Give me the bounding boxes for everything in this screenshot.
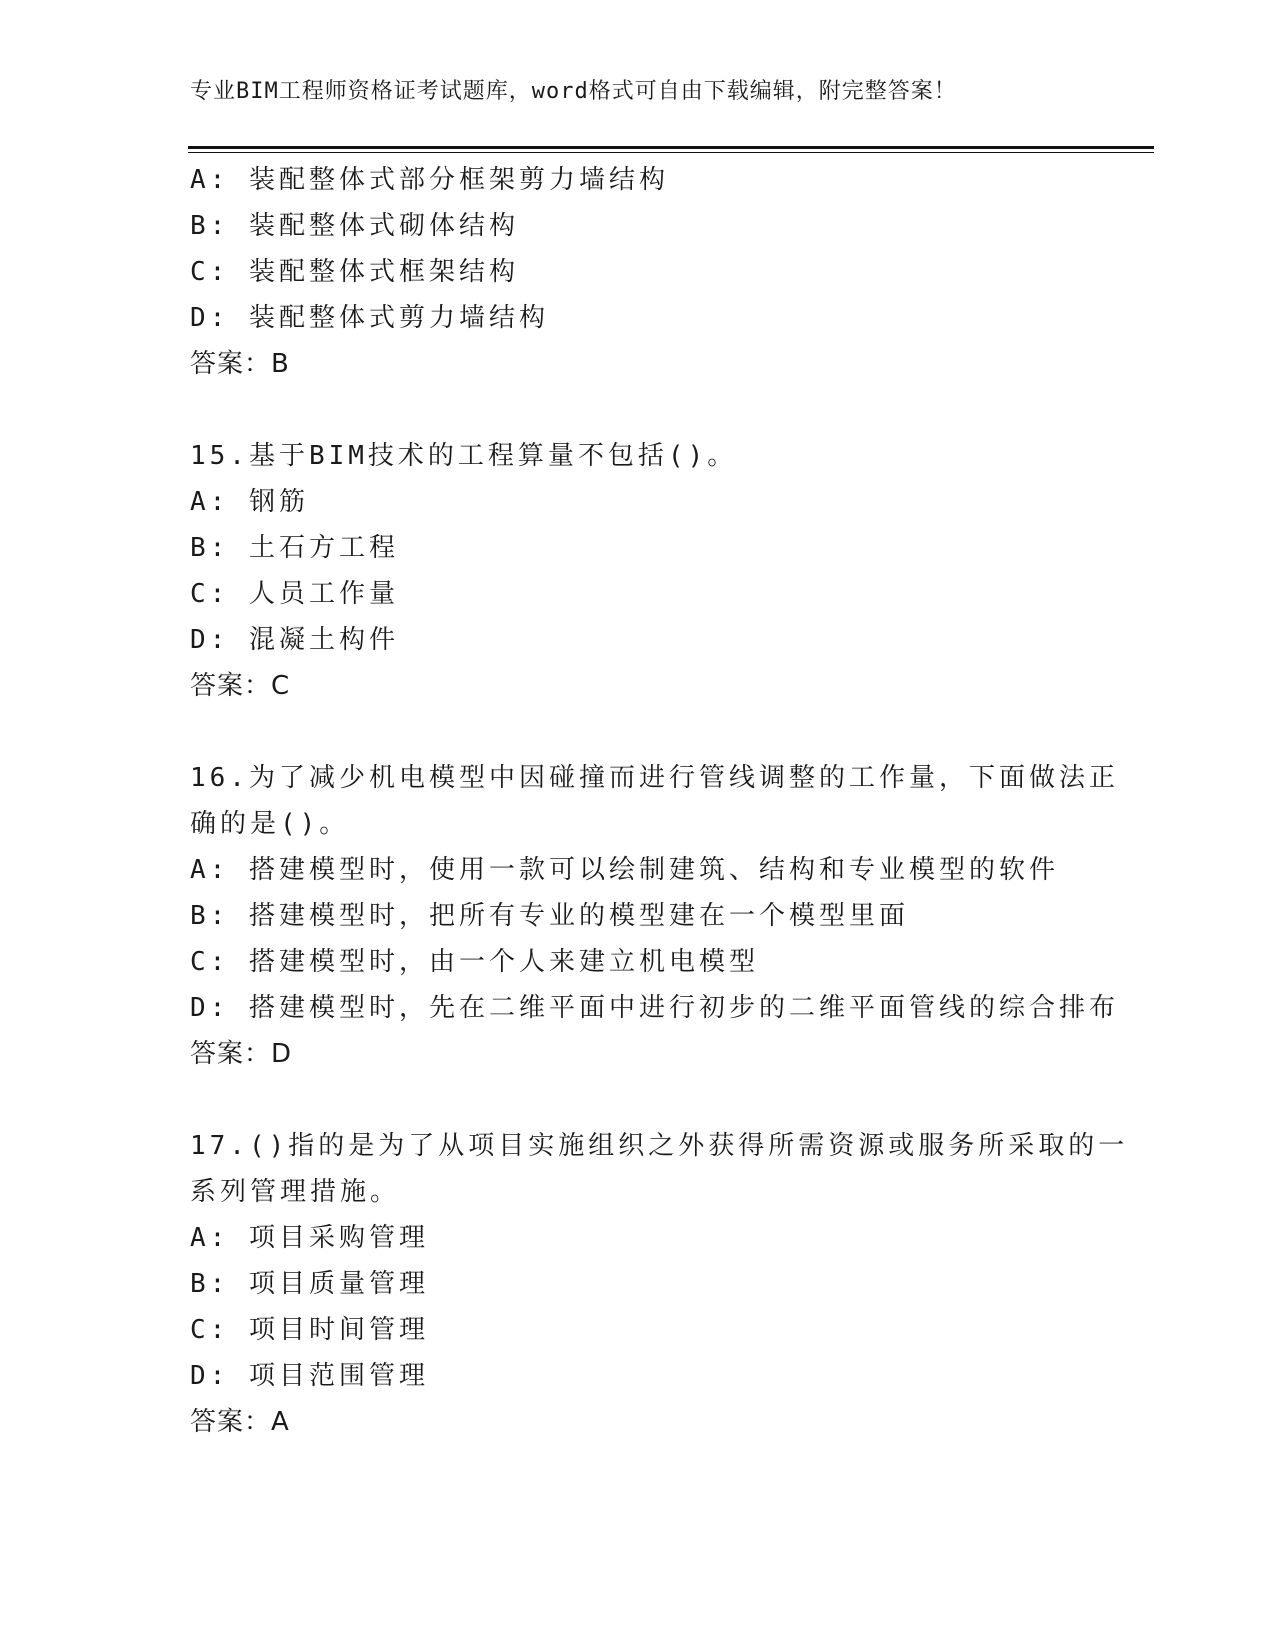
option-c: C: 项目时间管理 (190, 1315, 429, 1345)
answer-line: 答案：A (190, 1407, 290, 1437)
option-a: A: 项目采购管理 (190, 1223, 429, 1253)
question-14-continued (190, 157, 1090, 387)
header-rule-thin (188, 152, 1154, 153)
question-stem: 17.()指的是为了从项目实施组织之外获得所需资源或服务所采取的一 (190, 1131, 1129, 1161)
question-15 (190, 433, 1090, 709)
option-a: A: 装配整体式部分框架剪力墙结构 (190, 165, 669, 195)
option-d: D: 装配整体式剪力墙结构 (190, 303, 549, 333)
option-d: D: 搭建模型时，先在二维平面中进行初步的二维平面管线的综合排布 (190, 993, 1119, 1023)
option-b: B: 搭建模型时，把所有专业的模型建在一个模型里面 (190, 901, 909, 931)
answer-line: 答案：D (190, 1039, 293, 1069)
answer-line: 答案：C (190, 671, 291, 701)
option-d: D: 混凝土构件 (190, 625, 399, 655)
spacer (190, 1077, 1090, 1123)
header-rule-thick (188, 146, 1154, 149)
question-17 (190, 1123, 1129, 1445)
option-b: B: 土石方工程 (190, 533, 399, 563)
question-stem: 15.基于BIM技术的工程算量不包括()。 (190, 441, 738, 471)
question-16 (190, 755, 1119, 1077)
answer-line: 答案：B (190, 349, 290, 379)
question-stem-continued: 系列管理措施。 (190, 1177, 401, 1207)
page-header: 专业BIM工程师资格证考试题库，word格式可自由下载编辑，附完整答案！ (190, 79, 957, 104)
spacer (190, 709, 1090, 755)
option-c: C: 搭建模型时，由一个人来建立机电模型 (190, 947, 759, 977)
option-c: C: 人员工作量 (190, 579, 399, 609)
option-c: C: 装配整体式框架结构 (190, 257, 519, 287)
spacer (190, 387, 1090, 433)
option-b: B: 项目质量管理 (190, 1269, 429, 1299)
document-body (190, 157, 1129, 1445)
question-stem: 16.为了减少机电模型中因碰撞而进行管线调整的工作量，下面做法正 (190, 763, 1119, 793)
question-stem-continued: 确的是()。 (190, 809, 350, 839)
option-d: D: 项目范围管理 (190, 1361, 429, 1391)
option-a: A: 钢筋 (190, 487, 309, 517)
option-b: B: 装配整体式砌体结构 (190, 211, 519, 241)
option-a: A: 搭建模型时，使用一款可以绘制建筑、结构和专业模型的软件 (190, 855, 1059, 885)
